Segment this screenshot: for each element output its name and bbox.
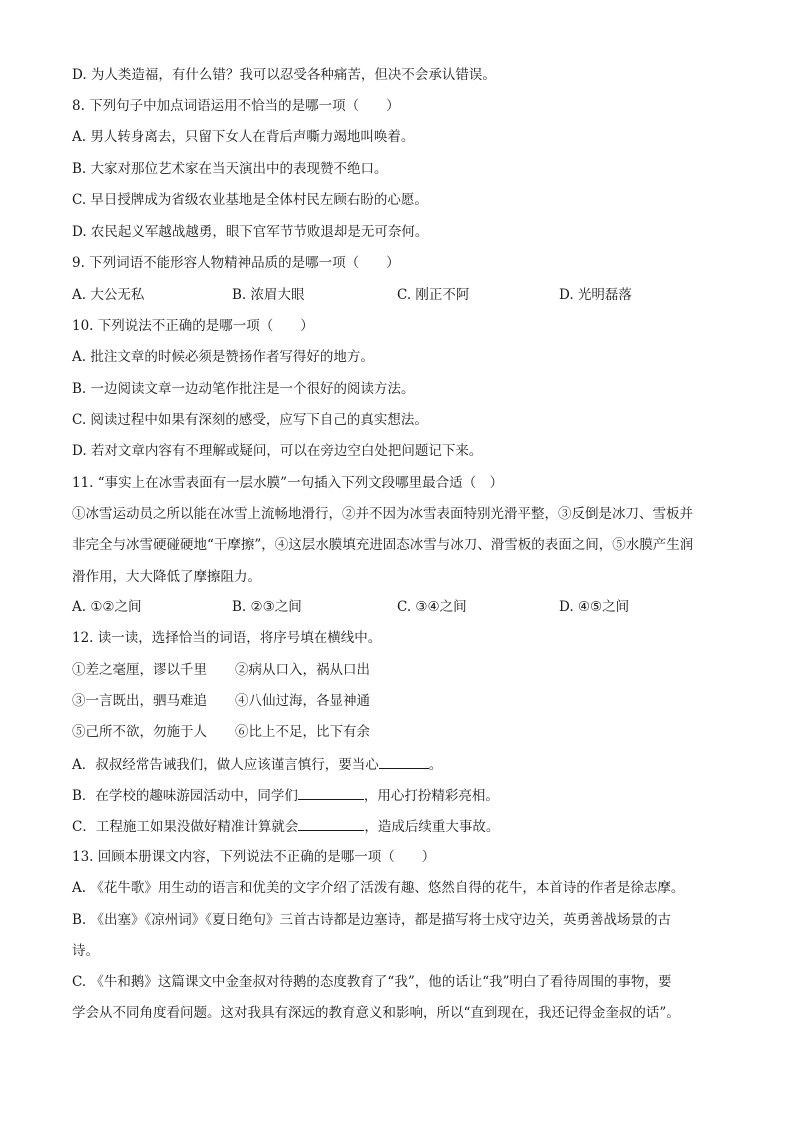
q10-option-c: C. 阅读过程中如果有深刻的感受，应写下自己的真实想法。 — [72, 412, 428, 428]
q12-sentence-b-end: ，用心打扮精彩亮相。 — [363, 788, 499, 804]
q13-option-c-line-1: C. 《牛和鹅》这篇课文中金奎叔对待鹅的态度教育了“我”，他的话让“我”明白了看待周围的事物，要 — [72, 974, 672, 990]
idiom-1: ①差之毫厘，谬以千里 — [72, 662, 207, 678]
q12-sentence-a-end: 。 — [428, 757, 443, 773]
q13-option-b-line-2: 诗。 — [72, 943, 99, 959]
q12-stem: 12. 读一读，选择恰当的词语，将序号填在横线中。 — [72, 630, 382, 646]
q9-option-b: B. 浓眉大眼 — [232, 287, 305, 303]
idiom-3: ③一言既出，驷马难追 — [72, 693, 207, 709]
q12-blank-c[interactable] — [298, 816, 364, 831]
q10-stem: 10. 下列说法不正确的是哪一项（ ） — [72, 318, 314, 334]
q8-option-b: B. 大家对那位艺术家在当天演出中的表现赞不绝口。 — [72, 161, 388, 177]
q10-option-d: D. 若对文章内容有不理解或疑问，可以在旁边空白处把问题记下来。 — [72, 443, 483, 459]
q13-option-c-line-2: 学会从不同角度看问题。这对我具有深远的教育意义和影响，所以“直到现在，我还记得金奎叔的话”。 — [72, 1005, 680, 1021]
q11-passage-line-1: ①冰雪运动员之所以能在冰雪上流畅地滑行，②并不因为冰雪表面特别光滑平整，③反倒是冰刀、雪板并 — [72, 506, 693, 522]
q9-option-a: A. 大公无私 — [72, 287, 145, 303]
q11-option-b: B. ②③之间 — [232, 599, 302, 615]
q8-option-d: D. 农民起义军越战越勇，眼下官军节节败退却是无可奈何。 — [72, 224, 429, 240]
q13-option-a: A. 《花牛歌》用生动的语言和优美的文字介绍了活泼有趣、悠然自得的花牛，本首诗的作者是徐志摩。 — [72, 880, 685, 896]
q8-stem: 8. 下列句子中加点词语运用不恰当的是哪一项（ ） — [72, 98, 400, 114]
q12-sentence-c-end: ，造成后续重大事故。 — [364, 819, 500, 835]
q8-option-c: C. 早日授牌成为省级农业基地是全体村民左顾右盼的心愿。 — [72, 192, 428, 208]
q9-stem: 9. 下列词语不能形容人物精神品质的是哪一项（ ） — [72, 255, 400, 271]
q11-passage-line-3: 滑作用，大大降低了摩擦阻力。 — [72, 569, 261, 585]
q12-blank-a[interactable] — [379, 754, 429, 769]
q9-option-d: D. 光明磊落 — [559, 287, 632, 303]
q8-option-a: A. 男人转身离去，只留下女人在背后声嘶力竭地叫唤着。 — [72, 129, 415, 145]
q12-sentence-a-text: A．叔叔经常告诫我们，做人应该谨言慎行，要当心 — [72, 757, 379, 773]
idiom-2: ②病从口入，祸从口出 — [235, 662, 370, 678]
q10-option-b: B. 一边阅读文章一边动笔作批注是一个很好的阅读方法。 — [72, 381, 415, 397]
idiom-4: ④八仙过海，各显神通 — [235, 693, 370, 709]
idiom-5: ⑤己所不欲，勿施于人 — [72, 724, 207, 740]
q11-option-c: C. ③④之间 — [397, 599, 467, 615]
q7-option-d: D. 为人类造福，有什么错？我可以忍受各种痛苦，但决不会承认错误。 — [72, 67, 496, 83]
q13-stem: 13. 回顾本册课文内容，下列说法不正确的是哪一项（ ） — [72, 849, 436, 865]
q9-option-c: C. 刚正不阿 — [397, 287, 470, 303]
idiom-6: ⑥比上不足，比下有余 — [235, 724, 370, 740]
q11-stem: 11. “事实上在冰雪表面有一层水膜”一句插入下列文段哪里最合适（ ） — [72, 475, 504, 491]
q12-sentence-b-text: B．在学校的趣味游园活动中，同学们 — [72, 788, 298, 804]
q11-option-d: D. ④⑤之间 — [559, 599, 630, 615]
q10-option-a: A. 批注文章的时候必须是赞扬作者写得好的地方。 — [72, 349, 374, 365]
q12-sentence-c — [72, 816, 732, 837]
q11-option-a: A. ①②之间 — [72, 599, 142, 615]
q12-sentence-a — [72, 754, 732, 775]
q11-passage-line-2: 非完全与冰雪硬碰硬地“干摩擦”，④这层水膜填充进固态冰雪与冰刀、滑雪板的表面之间，⑤水膜产生润 — [72, 537, 694, 553]
q13-option-b-line-1: B. 《出塞》《凉州词》《夏日绝句》三首古诗都是边塞诗，都是描写将士戍守边关，英勇善战场景的古 — [72, 912, 672, 928]
q12-sentence-b — [72, 785, 732, 806]
q12-blank-b[interactable] — [298, 785, 364, 800]
q12-sentence-c-text: C．工程施工如果没做好精准计算就会 — [72, 819, 299, 835]
